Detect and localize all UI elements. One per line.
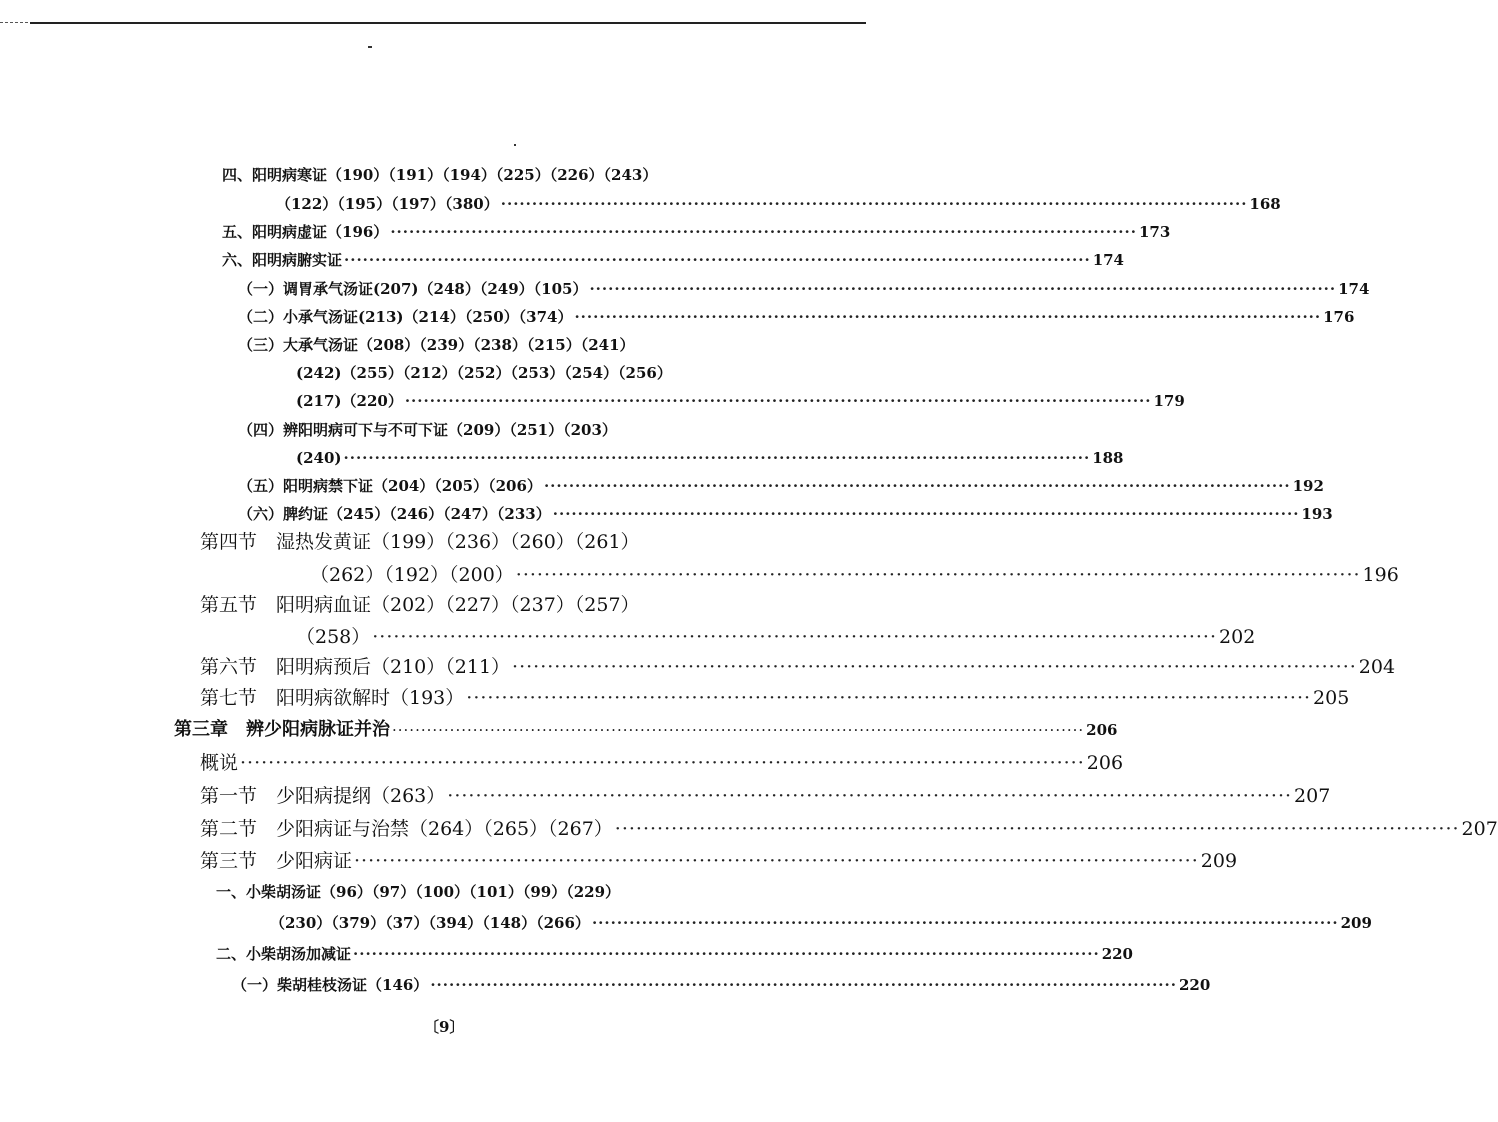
leader-dots: ························································································································ xyxy=(500,195,1248,213)
toc-entry-text: （262）（192）（200） xyxy=(310,564,514,586)
toc-entry xyxy=(200,850,1238,872)
toc-entry-text: （二）小承气汤证(213)（214）（250）（374） xyxy=(238,308,573,326)
toc-page-number: 188 xyxy=(1092,449,1124,467)
toc-entry xyxy=(276,195,1281,213)
leader-dots: ························································································································ xyxy=(392,721,1085,739)
toc-entry-text: 第一节 少阳病提纲（263） xyxy=(200,785,446,807)
toc-page-number: 204 xyxy=(1358,656,1396,678)
toc-line xyxy=(216,885,620,900)
leader-dots: ························································································································ xyxy=(447,785,1293,807)
toc-page-number: 176 xyxy=(1323,308,1355,326)
toc-entry-text: 概说 xyxy=(200,752,239,774)
toc-entry-text: 第四节 湿热发黄证（199）（236）（260）（261） xyxy=(200,531,640,553)
toc-entry-text: （258） xyxy=(296,626,371,648)
toc-entry-text: （122）（195）（197）（380） xyxy=(276,195,499,213)
toc-entry-text: 第三节 少阳病证 xyxy=(200,850,353,872)
toc-entry-text: （六）脾约证（245）（246）（247）（233） xyxy=(238,505,551,523)
toc-page-number: 196 xyxy=(1362,564,1399,586)
leader-dots: ························································································································ xyxy=(404,392,1152,410)
toc-chapter-entry xyxy=(174,719,1118,740)
toc-page-number: 168 xyxy=(1249,195,1281,213)
toc-entry xyxy=(222,251,1124,269)
leader-dots: ························································································································ xyxy=(344,251,1091,269)
toc-entry xyxy=(238,280,1370,298)
toc-entry-text: 第七节 阳明病欲解时（193） xyxy=(200,687,465,709)
toc-page-number: 192 xyxy=(1292,477,1324,495)
leader-dots: ························································································································ xyxy=(466,687,1312,709)
toc-entry xyxy=(296,449,1124,467)
toc-entry-text: 第三章 辨少阳病脉证并治 xyxy=(174,719,390,740)
top-dash-rule xyxy=(0,22,28,23)
toc-entry xyxy=(200,687,1350,709)
toc-entry-text: (240) xyxy=(296,449,342,467)
toc-page-number: 209 xyxy=(1200,850,1238,872)
toc-page-number: 206 xyxy=(1086,721,1118,739)
leader-dots: ························································································································ xyxy=(240,752,1085,774)
toc-line xyxy=(238,423,617,438)
toc-entry-text: 二、小柴胡汤加减证 xyxy=(216,945,352,963)
leader-dots: ························································································································ xyxy=(614,818,1460,840)
toc-entry-text: （三）大承气汤证（208）（239）（238）（215）（241） xyxy=(238,336,635,354)
leader-dots: ························································································································ xyxy=(353,945,1100,963)
leader-dots: ························································································································ xyxy=(372,626,1218,648)
leader-dots: ························································································································ xyxy=(543,477,1291,495)
toc-entry-text: 第六节 阳明病预后（210）（211） xyxy=(200,656,511,678)
toc-page-number: 220 xyxy=(1101,945,1133,963)
toc-entry xyxy=(296,626,1256,648)
toc-entry-text: （四）辨阳明病可下与不可下证（209）（251）（203） xyxy=(238,421,617,439)
toc-entry xyxy=(216,945,1133,963)
toc-line xyxy=(238,338,635,353)
toc-entry xyxy=(200,818,1498,840)
toc-entry-text: (242)（255）（212）（252）（253）（254）（256） xyxy=(296,364,672,382)
page-number: 〔9〕 xyxy=(424,1018,465,1036)
toc-entry xyxy=(296,392,1185,410)
toc-entry xyxy=(238,505,1333,523)
toc-page-number: 173 xyxy=(1138,223,1171,241)
toc-page-number: 209 xyxy=(1340,914,1372,932)
toc-entry xyxy=(238,308,1355,326)
toc-page-number: 202 xyxy=(1219,626,1256,648)
toc-entry xyxy=(200,785,1331,807)
toc-line xyxy=(200,533,640,552)
leader-dots: ························································································································ xyxy=(512,656,1357,678)
toc-entry-text: (217)（220） xyxy=(296,392,403,410)
speck xyxy=(514,144,516,146)
toc-entry-text: 五、阳明病虚证（196） xyxy=(222,223,389,241)
toc-entry-text: （五）阳明病禁下证（204）（205）（206） xyxy=(238,477,542,495)
toc-line xyxy=(296,366,672,381)
toc-entry-text: （一）柴胡桂枝汤证（146） xyxy=(232,976,429,994)
toc-entry-text: （230）（379）（37）（394）（148）（266） xyxy=(270,914,590,932)
leader-dots: ························································································································ xyxy=(515,564,1361,586)
toc-page-number: 206 xyxy=(1086,752,1124,774)
leader-dots: ························································································································ xyxy=(430,976,1177,994)
toc-entry xyxy=(232,976,1211,994)
leader-dots: ························································································································ xyxy=(552,505,1300,523)
toc-page-number: 193 xyxy=(1301,505,1333,523)
toc-entry xyxy=(238,477,1324,495)
toc-page-number: 207 xyxy=(1461,818,1498,840)
leader-dots: ························································································································ xyxy=(589,280,1337,298)
toc-entry xyxy=(270,914,1372,932)
toc-entry xyxy=(222,223,1171,241)
toc-page-number: 174 xyxy=(1338,280,1370,298)
toc-entry-text: 六、阳明病腑实证 xyxy=(222,251,343,269)
toc-line xyxy=(200,596,640,615)
toc-entry-text: 一、小柴胡汤证（96）（97）（100）（101）（99）（229） xyxy=(216,883,621,901)
toc-page-number: 207 xyxy=(1294,785,1331,807)
toc-entry-text: （一）调胃承气汤证(207)（248）（249）（105） xyxy=(238,280,588,298)
top-rule xyxy=(30,22,866,24)
toc-page-number: 174 xyxy=(1092,251,1124,269)
toc-entry-text: 第五节 阳明病血证（202）（227）（237）（257） xyxy=(200,594,640,616)
toc-page-number: 205 xyxy=(1313,687,1350,709)
toc-entry xyxy=(200,656,1396,678)
toc-entry-text: 四、阳明病寒证（190）（191）（194）（225）（226）（243） xyxy=(222,166,658,184)
leader-dots: ························································································································ xyxy=(343,449,1091,467)
toc-entry xyxy=(200,752,1124,774)
toc-entry-text: 第二节 少阳病证与治禁（264）（265）（267） xyxy=(200,818,613,840)
toc-entry xyxy=(310,564,1399,586)
leader-dots: ························································································································ xyxy=(390,223,1137,241)
leader-dots: ························································································································ xyxy=(591,914,1339,932)
toc-line xyxy=(222,168,657,183)
leader-dots: ························································································································ xyxy=(574,308,1322,326)
leader-dots: ························································································································ xyxy=(354,850,1199,872)
speck xyxy=(368,46,372,48)
toc-page-number: 220 xyxy=(1178,976,1211,994)
toc-page-number: 179 xyxy=(1153,392,1185,410)
